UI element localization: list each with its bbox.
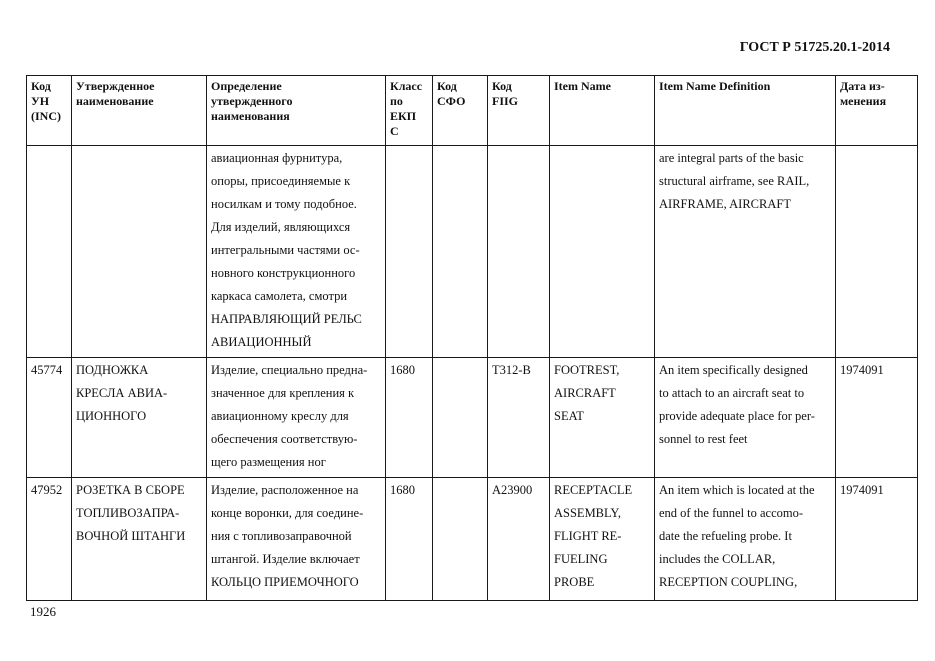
cell-date: 1974091 bbox=[836, 478, 918, 601]
cell-text-line: ВОЧНОЙ ШТАНГИ bbox=[76, 529, 186, 543]
cell-text-line: значенное для крепления к bbox=[211, 386, 355, 400]
cell-definition bbox=[207, 478, 386, 601]
cell-item-definition bbox=[655, 146, 836, 358]
cell-text-line: щего размещения ног bbox=[211, 455, 326, 469]
cell-name bbox=[72, 358, 207, 478]
cell-text-line: Изделие, расположенное на bbox=[211, 483, 359, 497]
column-header-item-name bbox=[550, 76, 655, 146]
cell-inc bbox=[27, 146, 72, 358]
cell-text-line: ЦИОННОГО bbox=[76, 409, 147, 423]
cell-text-line: provide adequate place for per- bbox=[659, 409, 815, 423]
cell-text-line: AIRCRAFT bbox=[554, 386, 616, 400]
table-row bbox=[27, 358, 918, 478]
cell-text-line: РОЗЕТКА В СБОРЕ bbox=[76, 483, 185, 497]
column-header-inc bbox=[27, 76, 72, 146]
column-header-line: Item Name Definition bbox=[659, 79, 771, 93]
cell-text-line: FLIGHT RE- bbox=[554, 529, 622, 543]
cell-text-line: обеспечения соответствую- bbox=[211, 432, 358, 446]
cell-text-line: интегральными частями ос- bbox=[211, 243, 360, 257]
cell-text-line: штангой. Изделие включает bbox=[211, 552, 360, 566]
cell-fiig bbox=[488, 146, 550, 358]
cell-text-line: SEAT bbox=[554, 409, 584, 423]
cell-text-line: sonnel to rest feet bbox=[659, 432, 748, 446]
column-header-line: наименование bbox=[76, 94, 154, 108]
cell-text-line: ASSEMBLY, bbox=[554, 506, 621, 520]
cell-class: 1680 bbox=[386, 358, 433, 478]
cell-inc: 45774 bbox=[27, 358, 72, 478]
cell-text-line: Изделие, специально предна- bbox=[211, 363, 368, 377]
table-row bbox=[27, 478, 918, 601]
cell-definition bbox=[207, 146, 386, 358]
cell-text-line: AIRFRAME, AIRCRAFT bbox=[659, 197, 791, 211]
cell-class: 1680 bbox=[386, 478, 433, 601]
table-header-row bbox=[27, 76, 918, 146]
cell-sfo bbox=[433, 146, 488, 358]
cell-text-line: RECEPTION COUPLING, bbox=[659, 575, 798, 589]
column-header-name bbox=[72, 76, 207, 146]
cell-name bbox=[72, 478, 207, 601]
column-header-line: Дата из- bbox=[840, 79, 885, 93]
cell-text-line: КОЛЬЦО ПРИЕМОЧНОГО bbox=[211, 575, 359, 589]
cell-item-name bbox=[550, 478, 655, 601]
cell-date bbox=[836, 146, 918, 358]
column-header-line: Item Name bbox=[554, 79, 611, 93]
cell-text-line: носилкам и тому подобное. bbox=[211, 197, 357, 211]
column-header-line: Код bbox=[492, 79, 512, 93]
cell-text-line: are integral parts of the basic bbox=[659, 151, 804, 165]
cell-inc: 47952 bbox=[27, 478, 72, 601]
column-header-line: ЕКП bbox=[390, 109, 417, 123]
column-header-line: утвержденного bbox=[211, 94, 293, 108]
column-header-line: (INC) bbox=[31, 109, 61, 123]
cell-text-line: Для изделий, являющихся bbox=[211, 220, 351, 234]
cell-text-line: RECEPTACLE bbox=[554, 483, 633, 497]
column-header-line: Класс bbox=[390, 79, 423, 93]
catalog-table bbox=[26, 75, 918, 601]
page-number: 1926 bbox=[30, 604, 56, 619]
column-header-line: Код bbox=[437, 79, 457, 93]
cell-text-line: новного конструкционного bbox=[211, 266, 356, 280]
column-header-line: FIIG bbox=[492, 94, 519, 108]
column-header-class bbox=[386, 76, 433, 146]
column-header-line: Код bbox=[31, 79, 51, 93]
column-header-line: наименования bbox=[211, 109, 290, 123]
cell-text-line: НАПРАВЛЯЮЩИЙ РЕЛЬС bbox=[211, 312, 362, 326]
cell-text-line: FUELING bbox=[554, 552, 608, 566]
cell-item-definition bbox=[655, 478, 836, 601]
column-header-line: по bbox=[390, 94, 403, 108]
cell-text-line: опоры, присоединяемые к bbox=[211, 174, 351, 188]
cell-text-line: to attach to an aircraft seat to bbox=[659, 386, 805, 400]
cell-text-line: конце воронки, для соедине- bbox=[211, 506, 364, 520]
cell-name bbox=[72, 146, 207, 358]
cell-text-line: date the refueling probe. It bbox=[659, 529, 792, 543]
column-header-line: УН bbox=[31, 94, 50, 108]
cell-text-line: FOOTREST, bbox=[554, 363, 620, 377]
cell-sfo bbox=[433, 358, 488, 478]
cell-text-line: каркаса самолета, смотри bbox=[211, 289, 348, 303]
column-header-fiig bbox=[488, 76, 550, 146]
cell-class bbox=[386, 146, 433, 358]
column-header-line: СФО bbox=[437, 94, 466, 108]
column-header-line: С bbox=[390, 124, 399, 138]
cell-text-line: structural airframe, see RAIL, bbox=[659, 174, 810, 188]
cell-text-line: An item specifically designed bbox=[659, 363, 808, 377]
cell-item-definition bbox=[655, 358, 836, 478]
cell-text-line: ния с топливозаправочной bbox=[211, 529, 352, 543]
column-header-line: менения bbox=[840, 94, 887, 108]
table-row bbox=[27, 146, 918, 358]
column-header-definition bbox=[207, 76, 386, 146]
column-header-line: Утвержденное bbox=[76, 79, 155, 93]
cell-fiig: A23900 bbox=[488, 478, 550, 601]
cell-text-line: ТОПЛИВОЗАПРА- bbox=[76, 506, 180, 520]
cell-sfo bbox=[433, 478, 488, 601]
cell-fiig: T312-B bbox=[488, 358, 550, 478]
cell-text-line: авиационному креслу для bbox=[211, 409, 349, 423]
cell-text-line: АВИАЦИОННЫЙ bbox=[211, 335, 312, 349]
table-body bbox=[27, 146, 918, 601]
cell-text-line: PROBE bbox=[554, 575, 595, 589]
cell-text-line: end of the funnel to accomo- bbox=[659, 506, 804, 520]
cell-text-line: авиационная фурнитура, bbox=[211, 151, 343, 165]
cell-text-line: КРЕСЛА АВИА- bbox=[76, 386, 168, 400]
column-header-sfo bbox=[433, 76, 488, 146]
column-header-line: Определение bbox=[211, 79, 282, 93]
cell-definition bbox=[207, 358, 386, 478]
cell-item-name bbox=[550, 358, 655, 478]
cell-text-line: ПОДНОЖКА bbox=[76, 363, 149, 377]
cell-item-name bbox=[550, 146, 655, 358]
document-standard-header: ГОСТ Р 51725.20.1-2014 bbox=[739, 40, 890, 55]
cell-date: 1974091 bbox=[836, 358, 918, 478]
cell-text-line: includes the COLLAR, bbox=[659, 552, 776, 566]
column-header-item-definition bbox=[655, 76, 836, 146]
cell-text-line: An item which is located at the bbox=[659, 483, 815, 497]
column-header-date bbox=[836, 76, 918, 146]
